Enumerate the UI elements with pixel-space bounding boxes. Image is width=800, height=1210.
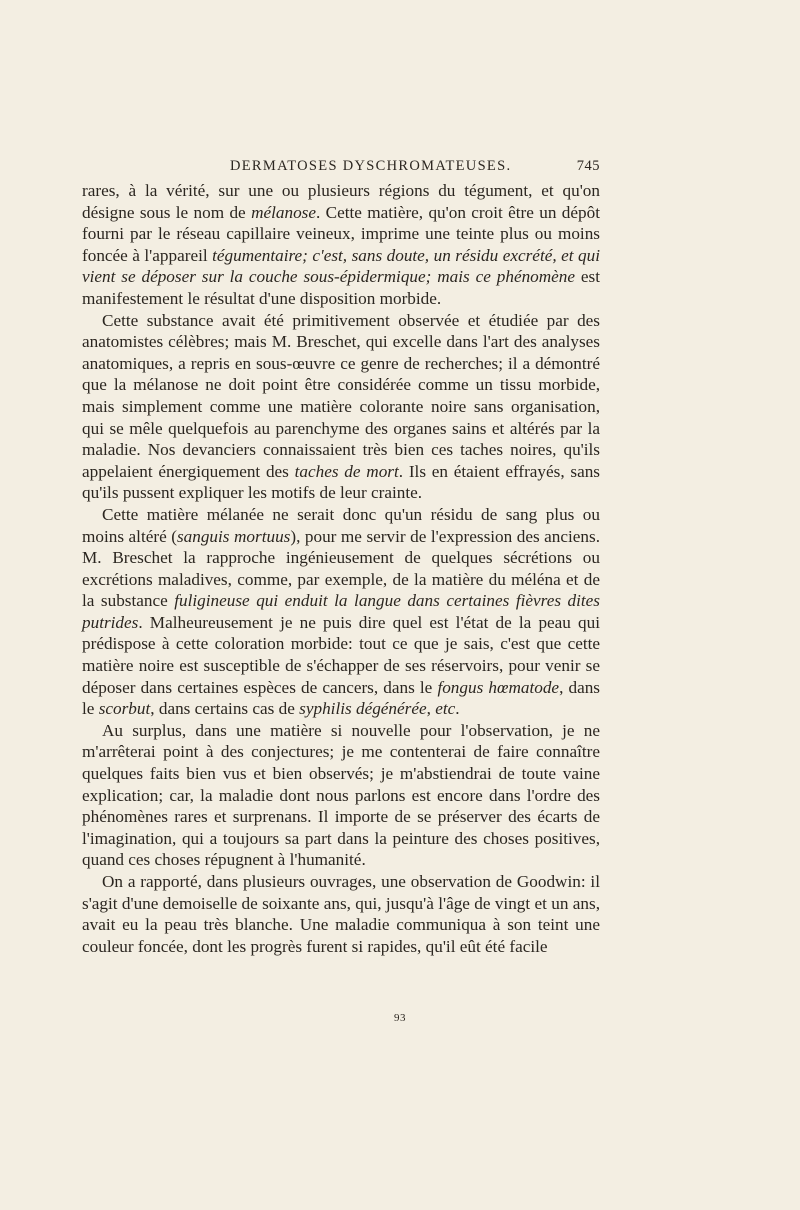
paragraph bbox=[82, 180, 600, 310]
signature-mark: 93 bbox=[394, 1012, 406, 1024]
text-run: est manifestement le résultat d'une disposition morbide. bbox=[82, 267, 601, 308]
paragraph bbox=[82, 871, 600, 957]
italic-run: scorbut bbox=[98, 699, 151, 719]
text-run: , dans certains cas de bbox=[150, 699, 300, 719]
paragraph bbox=[82, 720, 600, 871]
text-run: . Ils en étaient effrayés, sans qu'ils pussent expliquer les motifs de leur crainte. bbox=[82, 461, 600, 503]
text-run: Cette substance avait été primitivement observée et étudiée par des anatomistes célèbres; mais M. Breschet, qui excelle dans l'art des analyses anatomiques, a repris en sous-œuvre ce genre de recherches; il a démontré que la mélanose ne doit point être considérée comme un tissu morbide, mais simplement comme une matière colorante noire sans organisation, qui se mêle quelquefois au parenchyme des organes sains et altérés par la maladie. Nos devanciers connaissaient très bien ces taches noires, qu'ils appelaient énergiquement des bbox=[82, 310, 600, 481]
text-run: , dans le bbox=[82, 677, 600, 719]
paragraph bbox=[82, 310, 600, 504]
text-run: , bbox=[426, 699, 436, 719]
text-run: On a rapporté, dans plusieurs ouvrages, une observation de Goodwin: il s'agit d'une demoiselle de soixante ans, qui, jusqu'à l'âge de vingt et un ans, avait eu la peau très blanche. Une maladie communiqua à son teint une couleur foncée, dont les progrès furent si rapides, qu'il eût été facile bbox=[82, 872, 600, 956]
paragraph bbox=[82, 504, 600, 720]
text-run: ), pour me servir de l'expression des anciens. M. Breschet la rapproche ingénieusement de quelques sécrétions ou excrétions maladives, comme, par exemple, de la matière du méléna et de la substance bbox=[82, 526, 601, 611]
italic-run: mélanose bbox=[251, 202, 316, 222]
italic-run: sanguis mortuus bbox=[176, 526, 291, 546]
text-run: rares, à la vérité, sur une ou plusieurs régions du tégument, et qu'on désigne sous le nom de bbox=[82, 181, 600, 222]
running-title: DERMATOSES DYSCHROMATEUSES. bbox=[230, 158, 512, 174]
italic-run: etc bbox=[435, 699, 456, 719]
text-run: . Malheureusement je ne puis dire quel est l'état de la peau qui prédispose à cette coloration morbide: tout ce que je sais, c'est que cette matière noire est susceptible de s'échapper de ses réservoirs, pour venir se déposer dans certaines espèces de cancers, dans le bbox=[82, 612, 600, 697]
text-run: Au surplus, dans une matière si nouvelle pour l'observation, je ne m'arrêterai point à des conjectures; je me contenterai de faire connaître quelques faits bien vus et bien observés; je m'abstiendrai de toute vaine explication; car, la maladie dont nous parlons est encore dans l'ordre des phénomènes rares et surprenans. Il importe de se préserver des écarts de l'imagination, qui a toujours sa part dans la peinture des choses positives, quand ces choses répugnent à l'humanité. bbox=[82, 720, 600, 870]
text-run: . bbox=[455, 699, 460, 719]
italic-run: fongus hœmatode bbox=[437, 677, 560, 697]
body-text bbox=[82, 180, 600, 957]
italic-run: tégumentaire; c'est, sans doute, un résidu excrété, et qui vient se déposer sur la couche sous-épidermique; mais ce phénomène bbox=[82, 245, 600, 287]
page-number: 745 bbox=[576, 158, 600, 174]
italic-run: taches de mort bbox=[294, 461, 399, 481]
italic-run: syphilis dégénérée bbox=[299, 699, 427, 719]
text-run: . Cette matière, qu'on croit être un dépôt fourni par le réseau capillaire veineux, imprime une teinte plus ou moins foncée à l'appareil bbox=[82, 202, 600, 265]
text-run: Cette matière mélanée ne serait donc qu'un résidu de sang plus ou moins altéré ( bbox=[82, 504, 600, 546]
italic-run: fuligineuse qui enduit la langue dans certaines fièvres dites putrides bbox=[82, 591, 600, 632]
